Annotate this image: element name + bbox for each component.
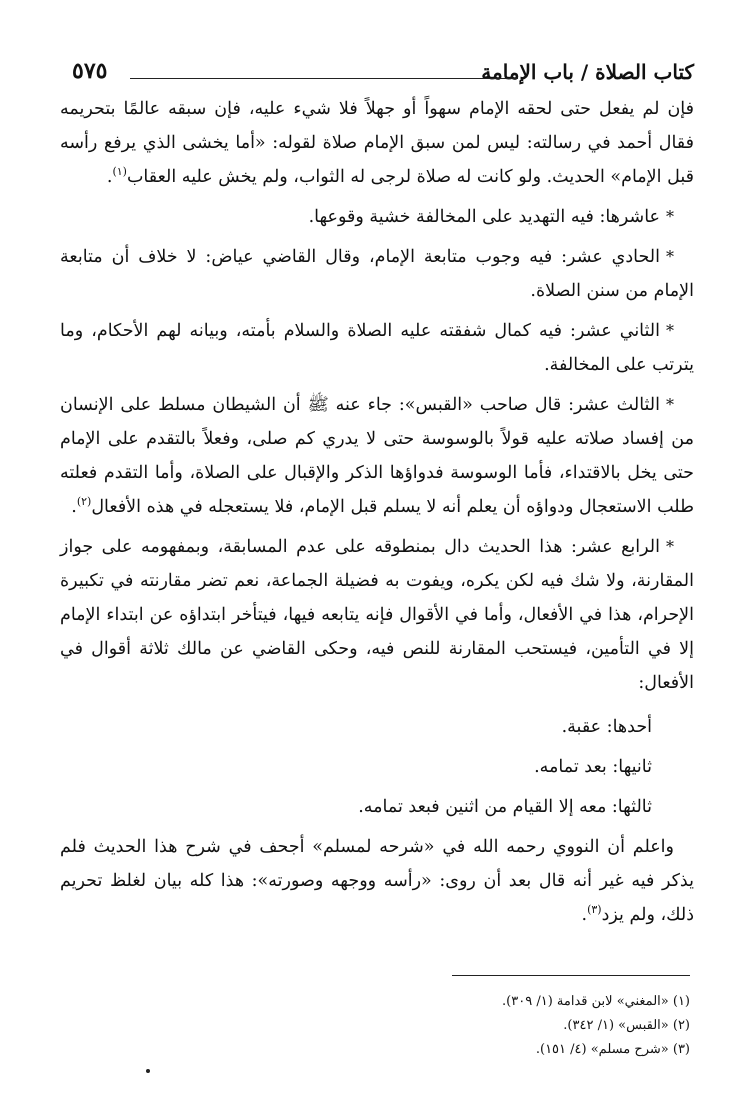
footnote-ref-2: (٢) [76, 495, 92, 509]
item-thirteenth: *الثالث عشر: قال صاحب «القبس»: جاء عنه ﷺ أن الشيطان مسلط على الإنسان من إفساد صلاته عليه قولاً بالوسوسة حتى لا يدري كم صلى، وفعلاً بالتقدم على الإمام حتى يخل بالاقتداء، فأما الوسوسة فدواؤها الذكر والإقبال على الصلاة، وأما التقدم فعلته طلب الاستعجال ودواؤه أن يعلم أنه لا يسلم قبل الإمام، فلا يستعجله في هذه الأفعال$^{(٢)}$. [60, 395, 694, 517]
bullet-star: * [666, 207, 674, 226]
bullet-star: * [666, 321, 674, 340]
running-header [72, 58, 694, 88]
footnote-2: (٢) «القبس» (١/ ٣٤٢). [563, 1018, 690, 1033]
header-rule [130, 78, 518, 79]
print-dot [146, 1069, 150, 1073]
header-title: كتاب الصلاة / باب الإمامة [481, 60, 694, 84]
footnotes [290, 990, 690, 1062]
bullet-star: * [666, 537, 674, 556]
footnote-1: (١) «المغني» لابن قدامة (١/ ٣٠٩). [502, 994, 690, 1009]
list-item-second: ثانيها: بعد تمامه. [534, 757, 652, 777]
footnote-3: (٣) «شرح مسلم» (٤/ ١٥١). [535, 1042, 690, 1057]
footnote-ref-1: (١) [112, 165, 127, 179]
list-item-first: أحدها: عقبة. [561, 717, 652, 737]
paragraph-closing: واعلم أن النووي رحمه الله في «شرحه لمسلم» أجحف في شرح هذا الحديث فلم يذكر فيه غير أنه قال بعد أن روى: «رأسه ووجهه وصورته»: هذا كله بيان لغلظ تحريم ذلك، ولم يزد$^{(٣)}$. [60, 837, 694, 925]
footnote-rule [452, 975, 690, 976]
main-text [60, 92, 694, 932]
bullet-star: * [666, 395, 674, 414]
footnote-ref-3: (٣) [587, 903, 602, 917]
item-eleventh: *الحادي عشر: فيه وجوب متابعة الإمام، وقال القاضي عياض: لا خلاف أن متابعة الإمام من سنن الصلاة. [60, 247, 694, 301]
page-number: ٥٧٥ [72, 58, 108, 84]
bullet-star: * [666, 247, 674, 266]
paragraph-intro: فإن لم يفعل حتى لحقه الإمام سهواً أو جهلاً فلا شيء عليه، فإن سبقه عالمًا بتحريمه فقال أحمد في رسالته: ليس لمن سبق الإمام صلاة لقوله: «أما يخشى الذي يرفع رأسه قبل الإمام» الحديث. ولو كانت له صلاة لرجى له الثواب، ولم يخش عليه العقاب$^{(١)}$. [60, 99, 694, 187]
item-tenth: *عاشرها: فيه التهديد على المخالفة خشية وقوعها. [308, 207, 674, 227]
list-item-third: ثالثها: معه إلا القيام من اثنين فبعد تمامه. [358, 797, 652, 817]
item-fourteenth: *الرابع عشر: هذا الحديث دال بمنطوقه على عدم المسابقة، وبمفهومه على جواز المقارنة، ولا شك فيه لكن يكره، ويفوت به فضيلة الجماعة، نعم تضر مقارنته في تكبيرة الإحرام، هذا في الأفعال، وأما في الأقوال فإنه يتابعه فيها، فيتأخر ابتداؤه عن ابتداء الإمام إلا في التأمين، فيستحب المقارنة للنص فيه، وحكى القاضي عن مالك ثلاثة أقوال في الأفعال: [60, 537, 694, 693]
item-twelfth: *الثاني عشر: فيه كمال شفقته عليه الصلاة والسلام بأمته، وبيانه لهم الأحكام، وما يترتب على المخالفة. [60, 321, 694, 375]
paragraph-intro-text: فإن لم يفعل حتى لحقه الإمام سهواً أو جهلاً فلا شيء عليه، فإن سبقه عالمًا بتحريمه فقال أحمد في رسالته: ليس لمن سبق الإمام صلاة لقوله: «أما يخشى الذي يرفع رأسه قبل الإمام» الحديث. ولو كانت له صلاة لرجى له الثواب، ولم يخش عليه العقاب [60, 99, 694, 187]
